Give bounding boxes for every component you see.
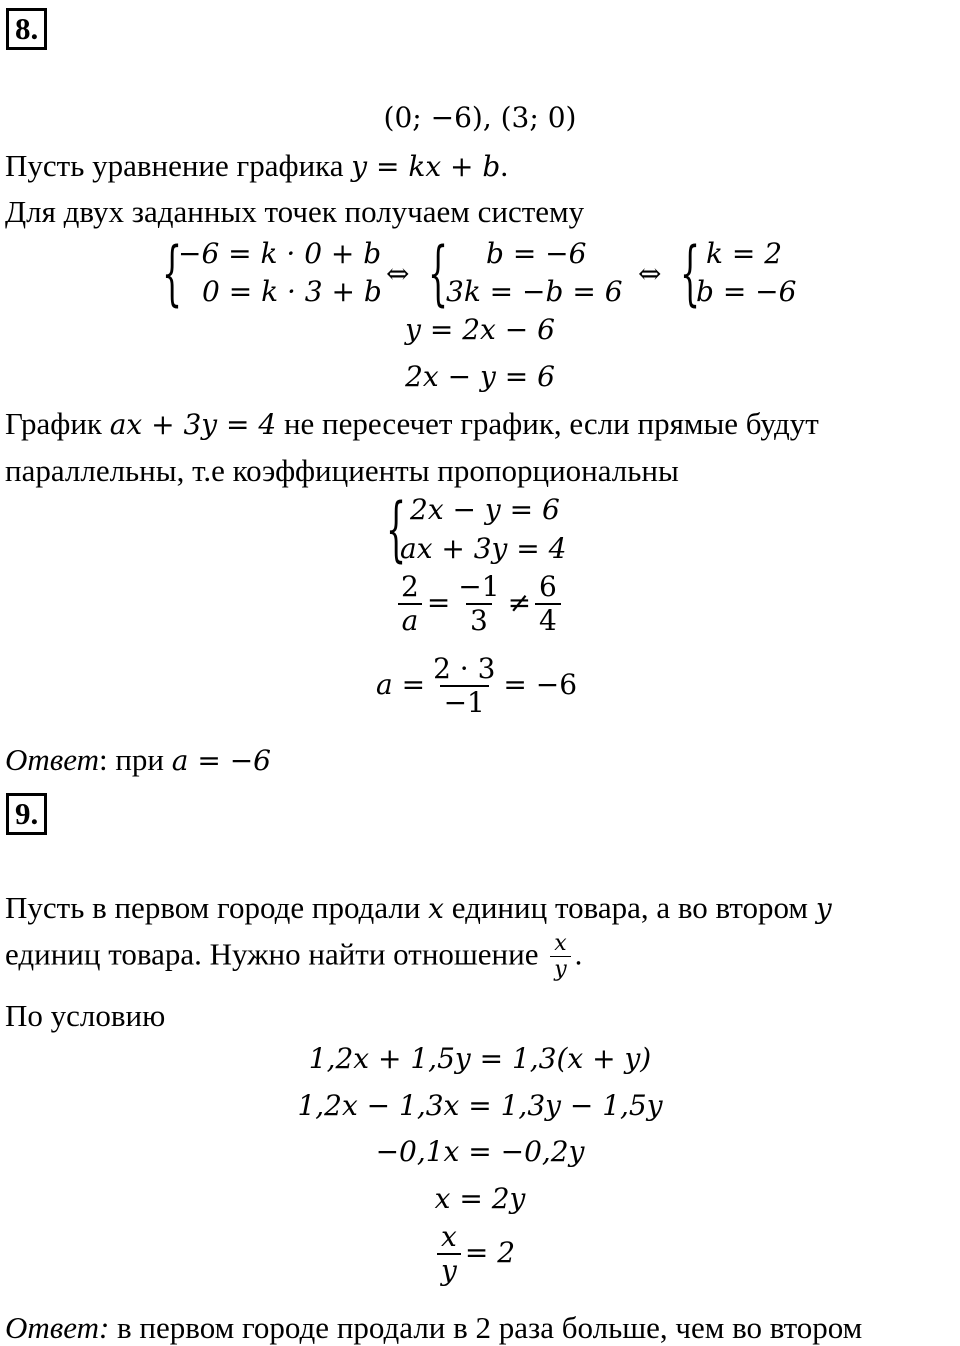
p8-line-1-math: y = kx + b <box>351 150 501 183</box>
sys2-row1: b = −6 <box>486 237 587 270</box>
p9-eq-5 <box>433 1222 515 1287</box>
ratio-den-1: a <box>398 603 423 637</box>
ratio-num-1: 2 <box>401 570 419 603</box>
ratio-expression <box>393 572 565 637</box>
p9-ratio-frac <box>550 932 570 982</box>
sys1-row1: −6 = k · 0 + b <box>178 237 382 270</box>
p9-line-2-text: единиц товара. Нужно найти отношение <box>5 936 547 972</box>
p9-line-1-text: Пусть в первом городе продали <box>5 890 429 925</box>
sys3-row2: b = −6 <box>696 275 797 308</box>
p9-answer <box>5 1310 862 1346</box>
p8-line-4: параллельны, т.е коэффициенты пропорциональны <box>5 453 679 488</box>
p8-line-3-math: ax + 3y = 4 <box>109 408 277 441</box>
iff-symbol-2: ⇔ <box>638 257 662 290</box>
ratio-neq: ≠ <box>507 585 532 619</box>
p9-eq-2: 1,2x − 1,3x = 1,3y − 1,5y <box>297 1089 663 1122</box>
p8-line-3-suffix: не пересечет график, если прямые будут <box>276 406 819 441</box>
sys3-row1: k = 2 <box>706 237 783 270</box>
a-lhs: a = <box>376 667 426 701</box>
ratio-frac-3 <box>535 572 561 637</box>
a-expression <box>376 654 577 719</box>
p9-eq-1: 1,2x + 1,5y = 1,3(x + y) <box>308 1042 652 1075</box>
p9-ratio-den: y <box>550 956 570 982</box>
ratio-den-3: 4 <box>535 603 561 637</box>
p9-ratio-num: x <box>554 931 567 956</box>
a-den: −1 <box>440 685 489 719</box>
p9-line-1 <box>5 890 832 926</box>
p9-answer-label: Ответ: <box>5 1310 110 1345</box>
sys1-row2: 0 = k · 3 + b <box>202 275 382 308</box>
p9-line-2 <box>5 932 582 982</box>
iff-symbol-1: ⇔ <box>386 257 410 290</box>
p9-var-y: y <box>815 892 832 925</box>
p8-answer <box>5 742 271 778</box>
p9-line-3: По условию <box>5 998 166 1033</box>
p9-answer-text: в первом городе продали в 2 раза больше, чем во втором <box>109 1310 863 1345</box>
p8-eq-1: y = 2x − 6 <box>405 313 555 346</box>
p9-eq-4: x = 2y <box>434 1182 526 1215</box>
p8-answer-text: : при <box>98 742 172 777</box>
system-brace-3: { <box>680 232 701 314</box>
given-points: (0; −6), (3; 0) <box>383 101 577 134</box>
p9-line-2-suffix: . <box>574 936 583 972</box>
a-rhs: = −6 <box>503 667 578 701</box>
p8-line-3 <box>5 406 819 442</box>
p8-line-1 <box>5 148 508 184</box>
system-brace-2: { <box>428 232 449 314</box>
p8-eq-2: 2x − y = 6 <box>405 360 555 393</box>
problem-number-8: 8. <box>6 8 47 50</box>
ratio-num-2: −1 <box>458 570 500 603</box>
ratio-eq: = <box>426 585 451 619</box>
system-brace-4: { <box>386 488 407 570</box>
p9-eq-5-frac <box>437 1222 461 1287</box>
p8-line-1-suffix: . <box>500 148 509 183</box>
p8-line-2: Для двух заданных точек получаем систему <box>5 194 585 229</box>
p9-eq-5-rhs: = 2 <box>464 1235 516 1269</box>
p9-eq-5-den: y <box>437 1253 461 1287</box>
p8-answer-label: Ответ <box>5 742 99 777</box>
a-frac <box>429 654 499 719</box>
p8-line-1-text: Пусть уравнение графика <box>5 148 352 183</box>
ratio-frac-2 <box>454 572 503 637</box>
system-brace-1: { <box>162 232 183 314</box>
sys4-row2: ax + 3y = 4 <box>400 532 567 565</box>
p9-line-1-mid: единиц товара, а во втором <box>443 890 816 925</box>
ratio-den-2: 3 <box>466 603 492 637</box>
p8-answer-math: a = −6 <box>171 744 271 777</box>
ratio-frac-1 <box>397 572 423 637</box>
p8-line-3-text: График <box>5 406 110 441</box>
ratio-num-3: 6 <box>539 570 557 603</box>
p9-eq-5-num: x <box>441 1220 457 1253</box>
sys2-row2: 3k = −b = 6 <box>446 275 623 308</box>
problem-number-9: 9. <box>6 793 47 835</box>
a-num: 2 · 3 <box>433 652 496 685</box>
p9-var-x: x <box>428 892 444 925</box>
p9-eq-3: −0,1x = −0,2y <box>375 1135 585 1168</box>
sys4-row1: 2x − y = 6 <box>410 493 560 526</box>
